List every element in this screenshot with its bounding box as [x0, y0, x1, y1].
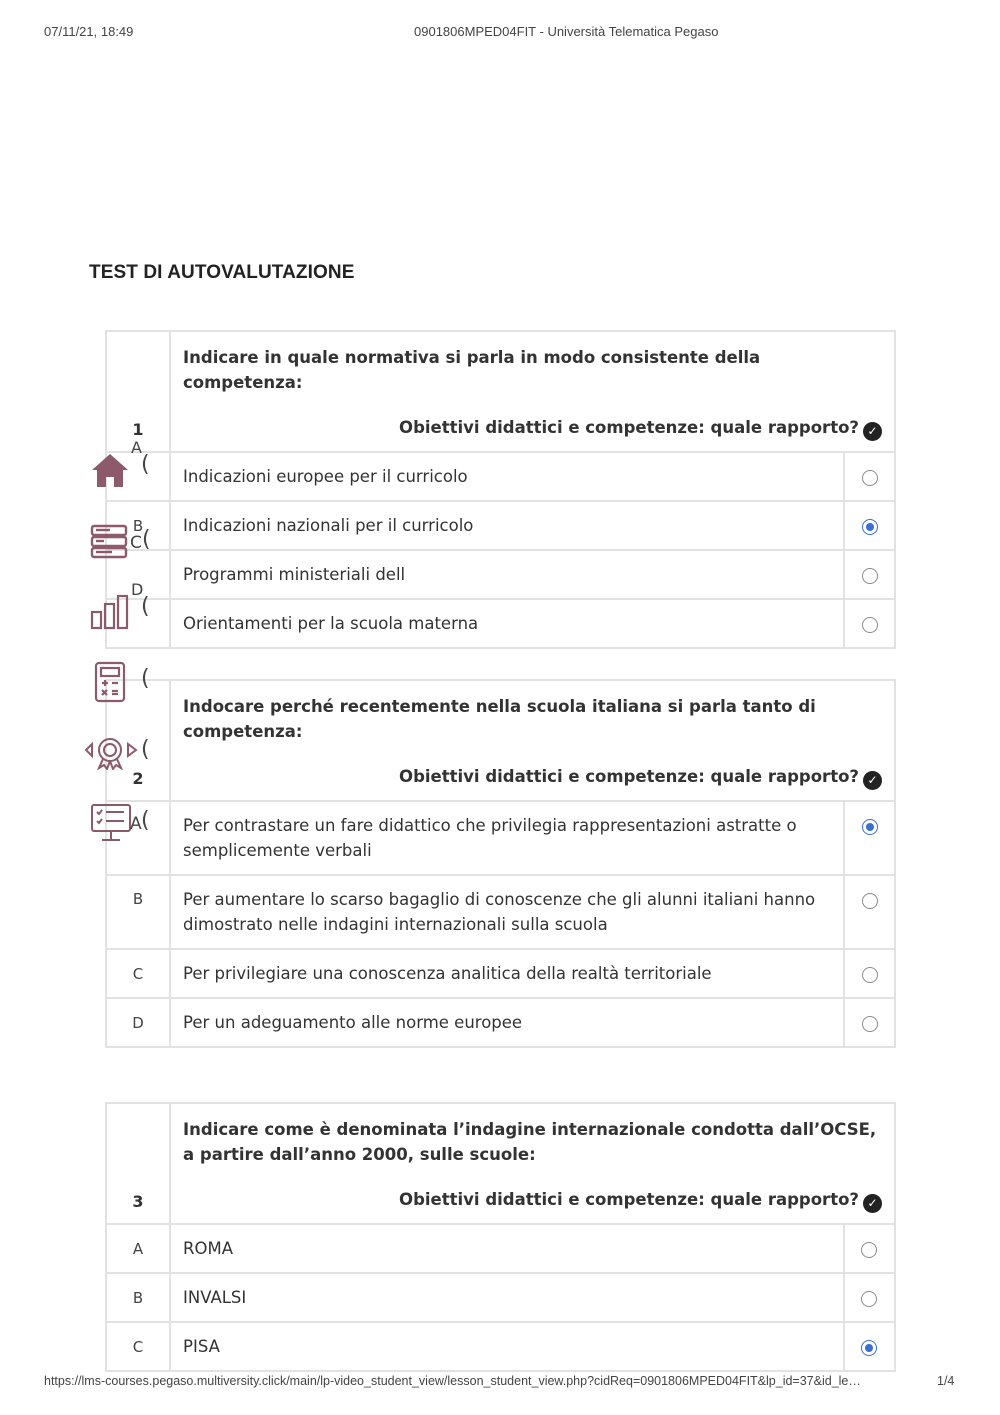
print-datetime: 07/11/21, 18:49	[44, 24, 134, 39]
sidebar-paren: (	[142, 527, 151, 552]
topic-label: Obiettivi didattici e competenze: quale rapporto?	[399, 418, 859, 437]
home-icon[interactable]	[90, 450, 130, 495]
option-radio-cell	[844, 1224, 895, 1273]
option-text: INVALSI	[170, 1273, 844, 1322]
sidebar-label-c: C	[130, 533, 142, 553]
sidebar-paren: (	[141, 737, 150, 762]
option-letter: B	[106, 501, 170, 550]
check-circle-icon: ✓	[863, 422, 882, 441]
sidebar-paren: (	[141, 452, 150, 477]
option-row[interactable]	[106, 550, 895, 599]
question-header	[106, 680, 895, 801]
print-url: https://lms-courses.pegaso.multiversity.click/main/lp-video_student_view/lesson_student_view.php?cidReq=0901806MPED04FIT&lp_id=37&id_le…	[44, 1374, 861, 1388]
topic-label: Obiettivi didattici e competenze: quale rapporto?	[399, 1190, 859, 1209]
option-radio-cell	[844, 599, 895, 648]
radio-button-selected[interactable]	[861, 1340, 877, 1356]
question-table-3	[105, 1102, 896, 1372]
question-number: 3	[106, 1103, 170, 1224]
print-page-title: 0901806MPED04FIT - Università Telematica Pegaso	[414, 24, 719, 39]
option-text: Per privilegiare una conoscenza analitica della realtà territoriale	[170, 949, 844, 998]
question-number: 1	[106, 331, 170, 452]
option-radio-cell	[844, 550, 895, 599]
option-radio-cell	[844, 801, 895, 875]
option-text: Per un adeguamento alle norme europee	[170, 998, 844, 1047]
question-body	[170, 680, 895, 801]
option-text: Orientamenti per la scuola materna	[170, 599, 844, 648]
question-number: 2	[106, 680, 170, 801]
question-topic	[183, 417, 882, 441]
option-text: Per contrastare un fare didattico che privilegia rappresentazioni astratte o semplicemente verbali	[170, 801, 844, 875]
check-circle-icon: ✓	[863, 1194, 882, 1213]
radio-button[interactable]	[862, 967, 878, 983]
question-header	[106, 331, 895, 452]
option-radio-cell	[844, 1273, 895, 1322]
sidebar-label-a: A	[130, 814, 142, 834]
section-title: TEST DI AUTOVALUTAZIONE	[89, 262, 355, 283]
option-row[interactable]	[106, 949, 895, 998]
option-row[interactable]	[106, 875, 895, 949]
option-row[interactable]	[106, 501, 895, 550]
question-topic	[183, 1189, 882, 1213]
option-text: ROMA	[170, 1224, 844, 1273]
option-row[interactable]	[106, 1224, 895, 1273]
option-row[interactable]	[106, 801, 895, 875]
question-body	[170, 331, 895, 452]
question-text: Indicare come è denominata l’indagine internazionale condotta dall’OCSE, a partire dall’anno 2000, sulle scuole:	[183, 1120, 877, 1164]
topic-label: Obiettivi didattici e competenze: quale rapporto?	[399, 767, 859, 786]
radio-button[interactable]	[861, 1242, 877, 1258]
option-letter: D	[106, 998, 170, 1047]
option-radio-cell	[844, 1322, 895, 1371]
question-topic	[183, 766, 882, 790]
radio-button[interactable]	[862, 470, 878, 486]
option-letter: B	[106, 875, 170, 949]
option-radio-cell	[844, 501, 895, 550]
radio-button[interactable]	[862, 568, 878, 584]
sidebar-label-d: D	[131, 580, 144, 599]
question-header	[106, 1103, 895, 1224]
option-row[interactable]	[106, 998, 895, 1047]
option-radio-cell	[844, 949, 895, 998]
option-letter: A	[106, 1224, 170, 1273]
option-text: Per aumentare lo scarso bagaglio di conoscenze che gli alunni italiani hanno dimostrato nelle indagini internazionali sulla scuola	[170, 875, 844, 949]
radio-button[interactable]	[862, 1016, 878, 1032]
question-text: Indicare in quale normativa si parla in modo consistente della competenza:	[183, 348, 761, 392]
sidebar-paren: (	[141, 594, 150, 619]
page-indicator: 1/4	[937, 1374, 955, 1388]
radio-button-selected[interactable]	[862, 519, 878, 535]
calculator-icon[interactable]	[94, 661, 126, 708]
award-badge-icon[interactable]	[84, 736, 138, 775]
option-row[interactable]	[106, 1273, 895, 1322]
sidebar-paren: (	[141, 808, 150, 833]
sidebar-label-a: A	[131, 438, 142, 457]
radio-button-selected[interactable]	[862, 819, 878, 835]
radio-button[interactable]	[861, 1291, 877, 1307]
option-letter: C	[106, 1322, 170, 1371]
option-text: Indicazioni europee per il curricolo	[170, 452, 844, 501]
option-row[interactable]	[106, 599, 895, 648]
option-text: PISA	[170, 1322, 844, 1371]
question-table-1	[105, 330, 896, 649]
option-text: Programmi ministeriali dell	[170, 550, 844, 599]
question-text: Indocare perché recentemente nella scuola italiana si parla tanto di competenza:	[183, 697, 816, 741]
sidebar-paren: (	[141, 666, 150, 691]
option-letter: C	[106, 949, 170, 998]
option-text: Indicazioni nazionali per il curricolo	[170, 501, 844, 550]
radio-button[interactable]	[862, 617, 878, 633]
option-radio-cell	[844, 998, 895, 1047]
monitor-checklist-icon[interactable]	[90, 803, 132, 848]
radio-button[interactable]	[862, 893, 878, 909]
question-body	[170, 1103, 895, 1224]
option-radio-cell	[844, 875, 895, 949]
books-icon[interactable]	[90, 524, 130, 565]
bar-chart-icon[interactable]	[90, 592, 132, 635]
option-row[interactable]	[106, 452, 895, 501]
question-table-2	[105, 679, 896, 1048]
option-row[interactable]	[106, 1322, 895, 1371]
check-circle-icon: ✓	[863, 771, 882, 790]
option-radio-cell	[844, 452, 895, 501]
option-letter: B	[106, 1273, 170, 1322]
print-header	[0, 24, 1000, 44]
